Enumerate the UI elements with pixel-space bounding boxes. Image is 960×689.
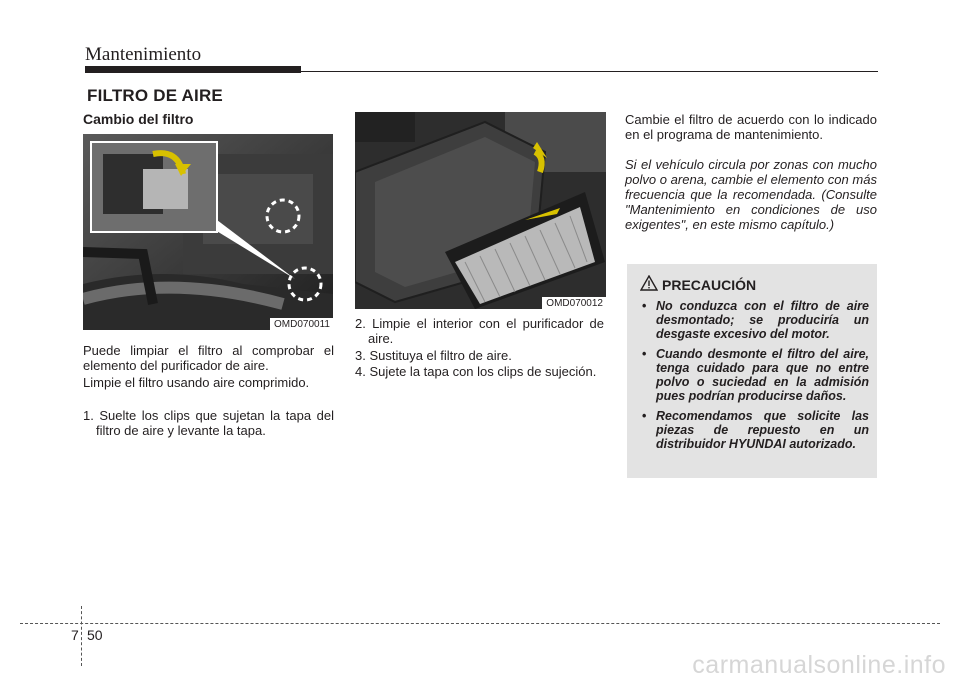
step-1: 1. Suelte los clips que sujetan la tapa del filtro de aire y levante la tapa. <box>83 408 334 438</box>
engine-illustration-1 <box>83 134 333 330</box>
step-4: 4. Sujete la tapa con los clips de sujeción. <box>355 364 597 379</box>
step-2: 2. Limpie el interior con el purificador de aire. <box>355 316 604 346</box>
engine-photo-1 <box>83 134 333 330</box>
chapter-number: 7 <box>71 627 79 643</box>
caution-item: • No conduzca con el filtro de aire desmontado; se produciría un desgaste excesivo del motor. <box>635 299 869 341</box>
caution-box <box>627 264 877 478</box>
figure-code-2: OMD070012 <box>542 297 606 309</box>
engine-illustration-2 <box>355 112 606 309</box>
caution-list <box>635 299 869 457</box>
engine-photo-2 <box>355 112 606 309</box>
header-bar <box>85 66 301 73</box>
page-number: 50 <box>87 627 103 643</box>
dusty-conditions-note: Si el vehículo circula por zonas con mucho polvo o arena, cambie el elemento con más frecuencia que la recomendada. (Consulte "Mantenimiento en condiciones de uso exigentes", en este mismo capítulo.) <box>625 157 877 232</box>
header-rule <box>301 71 878 72</box>
section-title: FILTRO DE AIRE <box>87 86 223 105</box>
warning-triangle-icon <box>640 275 658 296</box>
caution-heading: PRECAUCIÓN <box>662 277 757 293</box>
footer-divider <box>81 606 82 666</box>
caution-item: • Recomendamos que solicite las piezas de repuesto en un distribuidor HYUNDAI autorizado. <box>635 409 869 451</box>
clean-paragraph: Limpie el filtro usando aire comprimido. <box>83 375 310 390</box>
caution-item: • Cuando desmonte el filtro del aire, tenga cuidado para que no entre polvo o suciedad en la admisión pues podrían producirse daños. <box>635 347 869 403</box>
figure-code-1: OMD070011 <box>270 318 333 330</box>
schedule-paragraph: Cambie el filtro de acuerdo con lo indicado en el programa de mantenimiento. <box>625 112 877 142</box>
intro-paragraph: Puede limpiar el filtro al comprobar el elemento del purificador de aire. <box>83 343 334 373</box>
footer-rule <box>20 623 940 624</box>
chapter-title: Mantenimiento <box>85 44 202 65</box>
section-subtitle: Cambio del filtro <box>83 111 194 127</box>
watermark: carmanualsonline.info <box>692 651 946 679</box>
step-3: 3. Sustituya el filtro de aire. <box>355 348 512 363</box>
